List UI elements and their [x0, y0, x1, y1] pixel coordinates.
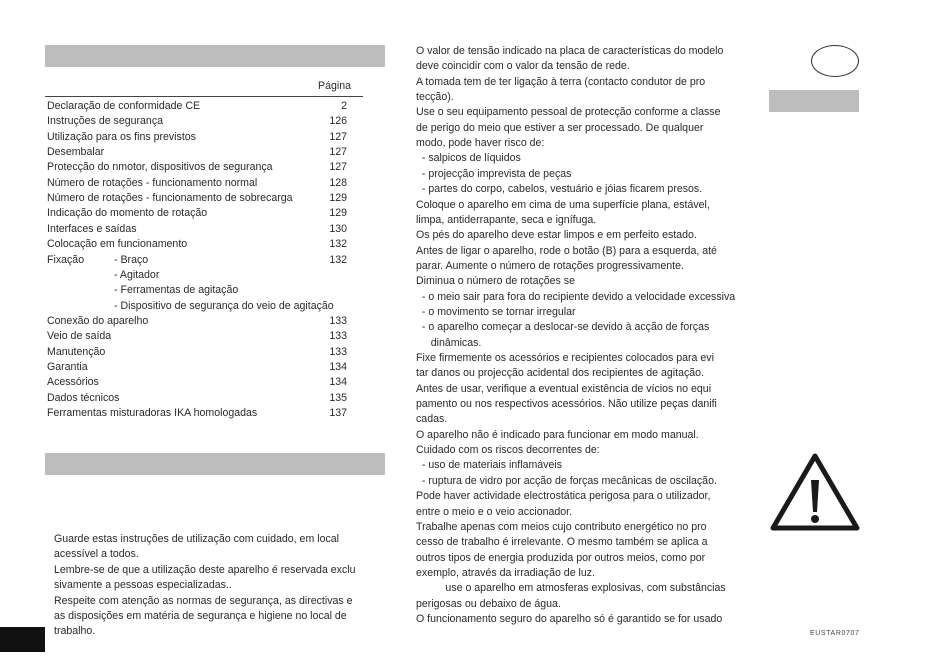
text-line: Coloque o aparelho em cima de uma superfície plana, estável, — [416, 198, 710, 211]
toc-row-label: Utilização para os fins previstos — [47, 130, 196, 143]
toc-row-label: Interfaces e saídas — [47, 222, 137, 235]
toc-row-page: 132 — [329, 253, 347, 266]
text-line: - ruptura de vidro por acção de forças mecânicas de oscilação. — [416, 474, 717, 487]
toc-row-label: Fixação — [47, 253, 85, 266]
toc-row-label: - Ferramentas de agitação — [114, 284, 239, 297]
text-line: perigosas ou debaixo de água. — [416, 597, 561, 610]
text-line: O funcionamento seguro do aparelho só é garantido se for usado — [416, 612, 723, 625]
text-line: - salpicos de líquidos — [416, 152, 521, 165]
toc-row — [47, 99, 347, 114]
text-line: Fixe firmemente os acessórios e recipientes colocados para evi — [416, 352, 714, 364]
toc-row — [47, 130, 347, 145]
toc-row-page: 2 — [341, 100, 347, 112]
text-line: Antes de usar, verifique a eventual existência de vícios no equi — [416, 382, 712, 395]
toc-row-page: 133 — [329, 330, 347, 343]
toc-subitem: - Braço — [114, 253, 149, 266]
toc-row — [47, 329, 347, 344]
toc-row-label: Número de rotações - funcionamento normal — [47, 176, 258, 189]
toc-row-label: Acessórios — [47, 376, 99, 389]
text-line: modo, pode haver risco de: — [416, 137, 545, 150]
document-code: EUSTAR0707 — [810, 630, 860, 637]
page-corner-tab — [0, 627, 45, 652]
toc-row-label: Manutenção — [47, 345, 106, 358]
toc-header-rule — [45, 96, 363, 97]
text-line: Antes de ligar o aparelho, rode o botão (B) para a esquerda, até — [416, 244, 717, 257]
paragraph-line: sivamente a pessoas especializadas.. — [54, 579, 232, 592]
text-line: dinâmicas. — [416, 336, 482, 349]
toc-row — [47, 406, 347, 421]
text-line: de perigo do meio que estiver a ser processado. De qualquer — [416, 121, 704, 134]
text-line: outros tipos de energia produzida por outros meios, como por — [416, 551, 706, 564]
toc-heading-bar — [45, 45, 385, 67]
toc-row-page: 129 — [329, 207, 347, 220]
toc-row-page: 135 — [329, 391, 347, 404]
toc-row-page: 127 — [329, 161, 347, 174]
toc-row — [47, 191, 347, 206]
toc-row-label: Conexão do aparelho — [47, 314, 149, 327]
text-line: cesso de trabalho é irrelevante. O mesmo também se aplica a — [416, 536, 708, 549]
text-line: parar. Aumente o número de rotações progressivamente. — [416, 259, 684, 272]
toc-row-page: 133 — [329, 314, 347, 327]
text-line: - partes do corpo, cabelos, vestuário e jóias ficarem presos. — [416, 183, 703, 196]
text-line: Use o seu equipamento pessoal de protecção conforme a classe — [416, 106, 721, 119]
toc-row-page: 126 — [329, 115, 347, 128]
toc-row-label: - Dispositivo de segurança do veio de agitação — [114, 299, 334, 312]
toc-row — [47, 176, 347, 191]
toc-row-page: 128 — [329, 176, 347, 189]
paragraph-line: Guarde estas instruções de utilização com cuidado, em local — [54, 533, 340, 545]
toc-row — [47, 206, 347, 221]
text-line: - projecção imprevista de peças — [416, 167, 572, 180]
toc-row — [47, 114, 347, 129]
paragraph-line: Respeite com atenção as normas de segurança, as directivas e — [54, 594, 353, 607]
text-line: tar danos ou projecção acidental dos recipientes de agitação. — [416, 367, 704, 380]
toc-row — [47, 160, 347, 175]
toc-row — [47, 237, 347, 252]
toc-row-page: 134 — [329, 360, 347, 373]
toc-row-label: Veio de saída — [47, 330, 112, 343]
toc-row — [47, 360, 347, 375]
toc-row-page: 134 — [329, 376, 347, 389]
toc-row — [47, 375, 347, 390]
toc-row-label: Indicação do momento de rotação — [47, 207, 208, 220]
safety-heading-bar — [45, 453, 385, 475]
toc-row-label: Dados técnicos — [47, 391, 120, 404]
toc-row — [47, 268, 347, 283]
toc-row-label: Declaração de conformidade CE — [47, 100, 201, 112]
text-line: O aparelho não é indicado para funcionar em modo manual. — [416, 428, 699, 441]
toc-row — [47, 391, 347, 406]
toc-row-label: Protecção do nmotor, dispositivos de segurança — [47, 161, 273, 174]
toc-row-label: Colocação em funcionamento — [47, 238, 188, 251]
text-line: - o aparelho começar a deslocar-se devido à acção de forças — [416, 321, 710, 334]
text-line: Os pés do aparelho deve estar limpos e em perfeito estado. — [416, 229, 697, 242]
toc-row — [47, 345, 347, 360]
toc-row-page: 127 — [329, 146, 347, 159]
toc-row-page: 127 — [329, 130, 347, 143]
right-heading-bar — [769, 90, 859, 112]
text-line: deve coincidir com o valor da tensão de rede. — [416, 60, 630, 73]
paragraph-line: trabalho. — [54, 625, 96, 638]
text-line: Diminua o número de rotações se — [416, 275, 575, 288]
toc-row-label: Número de rotações - funcionamento de sobrecarga — [47, 192, 293, 205]
toc-row-label: - Agitador — [114, 268, 160, 281]
text-line: Trabalhe apenas com meios cujo contributo energético no pro — [416, 520, 707, 533]
warning-triangle-icon — [770, 452, 860, 532]
toc-row-label: Ferramentas misturadoras IKA homologadas — [47, 407, 258, 419]
text-line: - o meio sair para fora do recipiente devido a velocidade excessiva — [416, 290, 736, 303]
text-line: O valor de tensão indicado na placa de características do modelo — [416, 45, 724, 57]
text-line: - o movimento se tornar irregular — [416, 305, 576, 318]
toc-row — [47, 253, 347, 268]
toc-row — [47, 283, 347, 298]
text-line: exemplo, através da irradiação de luz. — [416, 566, 596, 579]
toc-row — [47, 222, 347, 237]
toc-row-page: 129 — [329, 192, 347, 205]
text-line: Cuidado com os riscos decorrentes de: — [416, 444, 600, 457]
text-line: entre o meio e o veio accionador. — [416, 505, 573, 518]
text-line: limpa, antiderrapante, seca e ignífuga. — [416, 213, 597, 226]
toc-row-label: Garantia — [47, 360, 88, 373]
text-line: - uso de materiais inflamáveis — [416, 459, 563, 472]
text-line: A tomada tem de ter ligação à terra (contacto condutor de pro — [416, 75, 706, 88]
toc-row — [47, 145, 347, 160]
toc-row-label: Desembalar — [47, 146, 105, 159]
toc-row-page: 132 — [329, 238, 347, 251]
text-line: cadas. — [416, 413, 448, 426]
toc-row — [47, 314, 347, 329]
paragraph-line: acessível a todos. — [54, 548, 139, 561]
paragraph-line: Lembre-se de que a utilização deste aparelho é reservada exclu — [54, 563, 356, 576]
text-line: use o aparelho em atmosferas explosivas, com substâncias — [416, 582, 726, 595]
toc-row-page: 133 — [329, 345, 347, 358]
toc-row — [47, 299, 347, 314]
toc-row-page: 137 — [329, 407, 347, 419]
text-line: tecção). — [416, 91, 454, 104]
toc-page-header: Página — [318, 80, 351, 92]
language-oval-icon — [811, 45, 859, 77]
toc-row-page: 130 — [329, 222, 347, 235]
toc-row-label: Instruções de segurança — [47, 115, 164, 128]
paragraph-line: as disposições em matéria de segurança e higiene no local de — [54, 610, 347, 622]
text-line: pamento ou nos respectivos acessórios. Não utilize peças danifi — [416, 398, 717, 411]
text-line: Pode haver actividade electrostática perigosa para o utilizador, — [416, 490, 711, 503]
